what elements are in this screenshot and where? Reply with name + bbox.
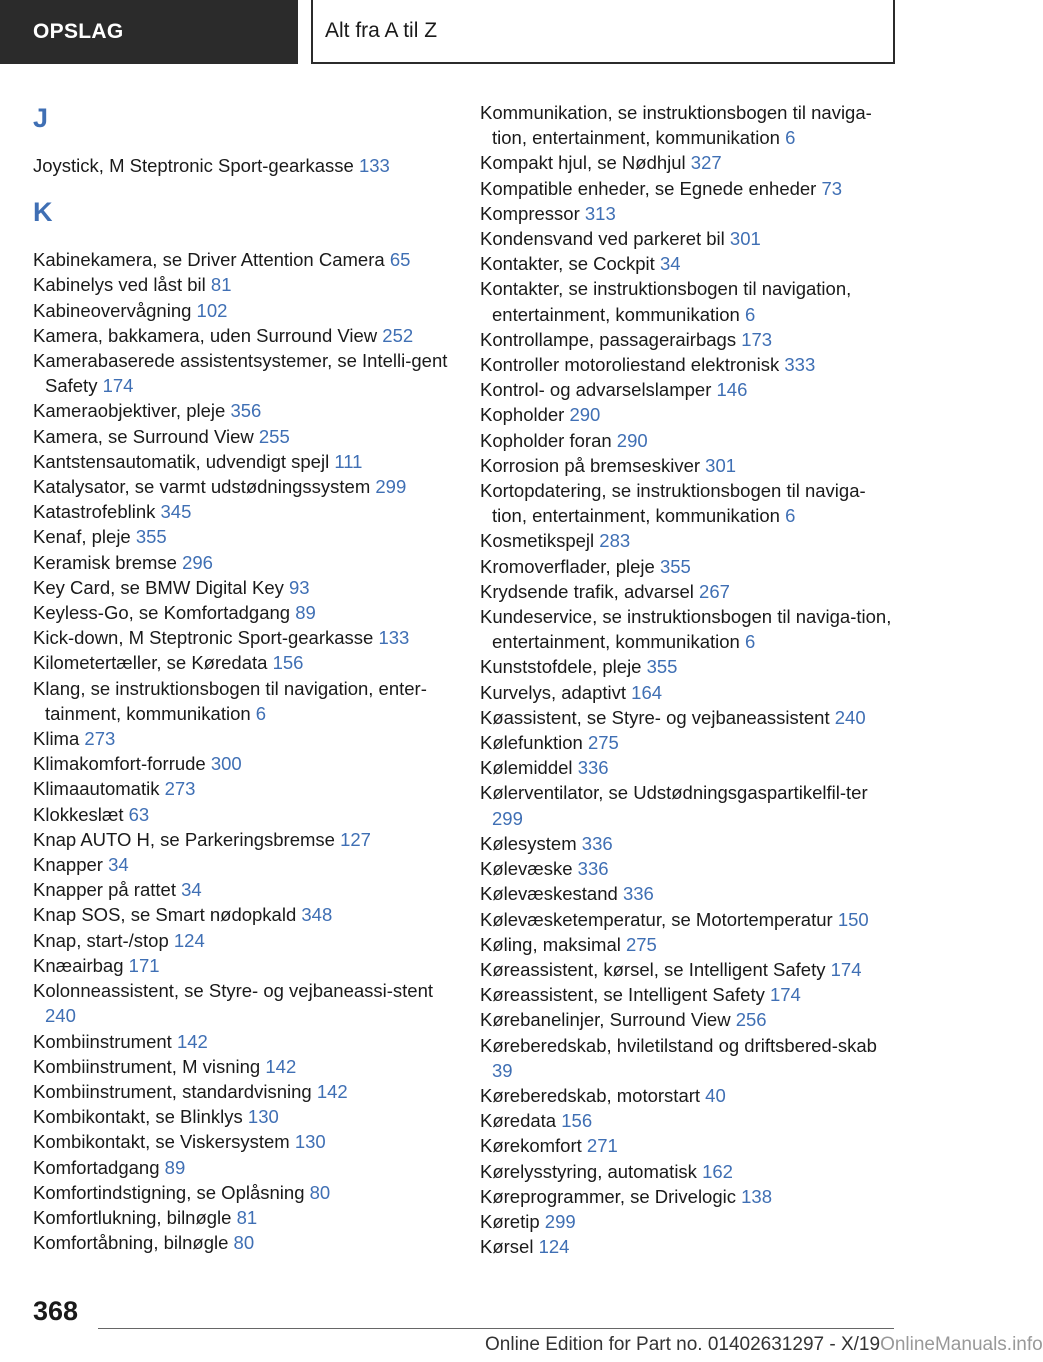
index-entry-text: Køreberedskab, motorstart [480, 1084, 701, 1106]
index-page-link[interactable]: 275 [587, 732, 619, 754]
index-page-link[interactable]: 34 [181, 879, 202, 901]
index-page-link[interactable]: 171 [128, 954, 160, 976]
index-entry [480, 1209, 900, 1234]
index-page-link[interactable]: 333 [784, 354, 816, 376]
index-entry [480, 881, 900, 906]
index-entry [33, 1180, 453, 1205]
index-entry-text: Kontrol- og advarselslamper [480, 379, 712, 401]
index-entry-text: Kunststofdele, pleje [480, 656, 642, 678]
index-entry-text: Krydsende trafik, advarsel [480, 580, 694, 602]
index-entry-text: Køling, maksimal [480, 933, 621, 955]
section-title: OPSLAG [33, 20, 124, 43]
index-entry [33, 625, 453, 650]
index-entry-text: Kundeservice, se instruktionsbogen til naviga-tion, entertainment, kommunikation [480, 606, 892, 653]
index-page-link[interactable]: 336 [577, 858, 609, 880]
index-entry-text: Kurvelys, adaptivt [480, 681, 627, 703]
index-entry [480, 1083, 900, 1108]
index-entry [480, 554, 900, 579]
index-page-link[interactable]: 142 [316, 1080, 348, 1102]
index-page-link[interactable]: 39 [492, 1059, 513, 1081]
index-page-link[interactable]: 173 [741, 328, 773, 350]
index-entry-text: Key Card, se BMW Digital Key [33, 576, 284, 598]
index-entry [480, 755, 900, 780]
index-entry [480, 907, 900, 932]
index-entry-text: Keramisk bremse [33, 551, 177, 573]
index-page-link[interactable]: 356 [230, 400, 262, 422]
index-entry [33, 600, 453, 625]
index-page-link[interactable]: 63 [128, 803, 150, 825]
index-entry [33, 575, 453, 600]
index-entry-text: Klang, se instruktionsbogen til navigation, enter-tainment, kommunikation [33, 677, 427, 724]
index-page-link[interactable]: 65 [389, 249, 411, 271]
index-entry-text: Klimakomfort-forrude [33, 753, 206, 775]
index-entry-text: Joystick, M Steptronic Sport-gearkasse [33, 155, 354, 176]
index-page-link[interactable]: 273 [164, 778, 196, 800]
index-page-link[interactable]: 138 [741, 1185, 773, 1207]
index-entry-text: Kombiinstrument [33, 1030, 172, 1052]
index-entry-text: Komfortadgang [33, 1156, 160, 1178]
index-entry [33, 751, 453, 776]
index-entry-text: Kommunikation, se instruktionsbogen til naviga-tion, entertainment, kommunikation [480, 102, 872, 149]
index-entry-text: Kontakter, se instruktionsbogen til navigation, entertainment, kommunikation [480, 278, 852, 325]
index-entry-text: Kølevæsketemperatur, se Motortemperatur [480, 908, 833, 930]
index-entry-text: Kølevæskestand [480, 883, 618, 905]
index-page-link[interactable]: 6 [744, 303, 756, 325]
index-page-link[interactable]: 89 [295, 602, 316, 624]
index-entry [33, 272, 453, 297]
index-entry-text: Kortopdatering, se instruktionsbogen til naviga-tion, entertainment, kommunikation [480, 480, 866, 527]
index-entry [33, 726, 453, 751]
index-page-link[interactable]: 34 [659, 253, 681, 275]
index-entry [480, 780, 900, 830]
index-entry-text: Kombiinstrument, M visning [33, 1055, 261, 1077]
index-entry-text: Klima [33, 728, 80, 750]
index-entry [33, 877, 453, 902]
index-entry-text: Kontakter, se Cockpit [480, 253, 655, 275]
index-entry-text: Kompakt hjul, se Nødhjul [480, 152, 686, 174]
footer-url[interactable]: OnlineManuals.info [880, 1334, 1043, 1355]
index-entry-text: Køassistent, se Styre- og vejbaneassistent [480, 706, 830, 728]
index-page-link[interactable]: 130 [247, 1106, 279, 1128]
index-entry [480, 730, 900, 755]
index-page-link[interactable]: 355 [646, 656, 678, 678]
index-page-link[interactable]: 355 [659, 555, 691, 577]
index-page-link[interactable]: 283 [599, 530, 631, 552]
index-entry-text: Kromoverflader, pleje [480, 555, 655, 577]
index-entry [33, 348, 453, 398]
index-entry-text: Katastrofeblink [33, 501, 156, 523]
index-entry-text: Kopholder foran [480, 429, 612, 451]
index-page-link[interactable]: 255 [258, 425, 290, 447]
index-entry [480, 604, 900, 654]
index-page-link[interactable]: 336 [622, 883, 654, 905]
index-entry [480, 402, 900, 427]
index-page-link[interactable]: 299 [544, 1210, 576, 1232]
index-entry-text: Keyless-Go, se Komfortadgang [33, 602, 291, 624]
index-letter-j: J [33, 103, 49, 133]
index-entry-text: Kølemiddel [480, 757, 573, 779]
chapter-title: Alt fra A til Z [325, 19, 438, 42]
index-entry [33, 852, 453, 877]
index-column-left [33, 100, 453, 1255]
index-entry [33, 802, 453, 827]
index-page-link[interactable]: 142 [265, 1055, 297, 1077]
index-entry [480, 377, 900, 402]
index-entry [480, 327, 900, 352]
index-entry [480, 352, 900, 377]
index-entry [33, 827, 453, 852]
index-entry-text: Kabineovervågning [33, 299, 192, 321]
index-entry [33, 499, 453, 524]
index-entry-text: Kosmetikspejl [480, 530, 595, 552]
index-entry-text: Kamera, bakkamera, uden Surround View [33, 324, 378, 346]
footer-edition [485, 1334, 1043, 1356]
index-page-link[interactable]: 34 [108, 854, 129, 876]
index-entry-text: Knapper på rattet [33, 879, 176, 901]
index-page-link[interactable]: 348 [301, 904, 333, 926]
index-entry [480, 201, 900, 226]
index-page-link[interactable]: 6 [744, 631, 756, 653]
index-page-link[interactable]: 80 [309, 1181, 331, 1203]
index-entry [33, 902, 453, 927]
index-entry [33, 1029, 453, 1054]
index-entry [480, 251, 900, 276]
index-entry [33, 398, 453, 423]
index-page-link[interactable]: 81 [236, 1206, 258, 1228]
index-entry-text: Klimaautomatik [33, 778, 160, 800]
index-entry [480, 982, 900, 1007]
index-page-link[interactable]: 133 [358, 155, 390, 176]
index-entry-text: Klokkeslæt [33, 803, 124, 825]
index-page-link[interactable]: 336 [577, 757, 609, 779]
index-page-link[interactable]: 6 [255, 702, 267, 724]
index-entry-text: Knap AUTO H, se Parkeringsbremse [33, 828, 335, 850]
index-entry [33, 1155, 453, 1180]
index-entry [33, 1104, 453, 1129]
index-page-link[interactable]: 300 [210, 753, 242, 775]
index-entry-text: Kørebanelinjer, Surround View [480, 1009, 731, 1031]
index-entry-text: Kontroller motoroliestand elektronisk [480, 354, 780, 376]
index-page-link[interactable]: 102 [196, 299, 228, 321]
index-entry [480, 1184, 900, 1209]
index-entry-text: Køreprogrammer, se Drivelogic [480, 1185, 736, 1207]
index-page-link[interactable]: 273 [84, 728, 116, 750]
index-entry-text: Kørsel [480, 1236, 534, 1258]
index-entry [480, 428, 900, 453]
index-page-link[interactable]: 164 [631, 681, 663, 703]
index-list-k [33, 247, 453, 1255]
index-entry-text: Kombiinstrument, standardvisning [33, 1080, 312, 1102]
index-page-link[interactable]: 146 [716, 379, 748, 401]
index-page-link[interactable]: 150 [837, 908, 869, 930]
index-entry [33, 978, 453, 1028]
index-entry-text: Kølefunktion [480, 732, 583, 754]
index-page-link[interactable]: 130 [294, 1131, 326, 1153]
index-page-link[interactable]: 355 [135, 526, 167, 548]
index-page-link[interactable]: 290 [616, 429, 648, 451]
index-entry-text: Kantstensautomatik, udvendigt spejl [33, 450, 330, 472]
index-entry [480, 100, 900, 150]
index-entry [480, 856, 900, 881]
index-page-link[interactable]: 336 [581, 832, 613, 854]
index-page-link[interactable]: 299 [375, 476, 407, 498]
index-page-link[interactable]: 299 [492, 807, 523, 829]
index-page-link[interactable]: 80 [233, 1232, 255, 1254]
index-entry-text: Komfortindstigning, se Oplåsning [33, 1181, 305, 1203]
index-entry [33, 524, 453, 549]
index-page-link[interactable]: 174 [769, 984, 801, 1006]
index-entry [480, 528, 900, 553]
index-entry [480, 957, 900, 982]
index-entry-text: Kombikontakt, se Viskersystem [33, 1131, 290, 1153]
index-entry [33, 1079, 453, 1104]
index-entry-text: Komfortåbning, bilnøgle [33, 1232, 229, 1254]
index-page-link[interactable]: 256 [735, 1009, 767, 1031]
index-entry [33, 928, 453, 953]
index-entry-text: Kølerventilator, se Udstødningsgaspartikelfil-ter [480, 782, 868, 804]
index-page-link[interactable]: 240 [45, 1005, 76, 1027]
index-entry [33, 650, 453, 675]
index-column-right [480, 100, 900, 1259]
index-entry [33, 676, 453, 726]
index-page-link[interactable]: 124 [173, 929, 205, 951]
index-entry [33, 1054, 453, 1079]
index-entry [480, 226, 900, 251]
index-page-link[interactable]: 40 [705, 1084, 726, 1106]
index-entry [33, 424, 453, 449]
index-letter-k: K [33, 197, 53, 228]
index-page-link[interactable]: 327 [690, 152, 722, 174]
index-entry [33, 247, 453, 272]
index-entry [33, 449, 453, 474]
index-entry-text: Køreassistent, kørsel, se Intelligent Safety [480, 958, 826, 980]
index-page-link[interactable]: 133 [378, 627, 410, 649]
index-entry [480, 1007, 900, 1032]
index-entry [480, 932, 900, 957]
index-page-link[interactable]: 267 [699, 580, 730, 602]
index-page-link[interactable]: 271 [586, 1135, 618, 1157]
index-page-link[interactable]: 252 [382, 324, 414, 346]
index-entry-text: Kopholder [480, 404, 565, 426]
index-entry [480, 831, 900, 856]
index-page-link[interactable]: 240 [834, 706, 866, 728]
index-entry [33, 953, 453, 978]
index-entry-text: Kamerabaserede assistentsystemer, se Intelli-gent Safety [33, 350, 448, 397]
index-page-link[interactable]: 6 [785, 127, 796, 149]
index-page-link[interactable]: 142 [176, 1030, 208, 1052]
index-entry [33, 550, 453, 575]
index-page-link[interactable]: 127 [340, 828, 371, 850]
index-entry [480, 453, 900, 478]
index-page-link[interactable]: 89 [164, 1156, 186, 1178]
index-entry [480, 1133, 900, 1158]
index-entry-text: Knap SOS, se Smart nødopkald [33, 904, 297, 926]
index-entry [480, 680, 900, 705]
index-page-link[interactable]: 81 [210, 274, 232, 296]
index-page-link[interactable]: 174 [830, 958, 862, 980]
index-page-link[interactable]: 73 [821, 177, 843, 199]
index-list-j [33, 153, 453, 178]
index-entry [480, 1159, 900, 1184]
index-entry-text: Knap, start-/stop [33, 929, 169, 951]
index-entry-text: Kørekomfort [480, 1135, 582, 1157]
index-page-link[interactable]: 174 [102, 375, 134, 397]
index-entry-text: Kick-down, M Steptronic Sport-gearkasse [33, 627, 374, 649]
index-entry-text: Kombikontakt, se Blinklys [33, 1106, 243, 1128]
index-entry-text: Kontrollampe, passagerairbags [480, 328, 737, 350]
index-entry-text: Kameraobjektiver, pleje [33, 400, 226, 422]
index-entry [480, 654, 900, 679]
index-page-link[interactable]: 301 [729, 228, 761, 250]
index-entry-text: Komfortlukning, bilnøgle [33, 1206, 232, 1228]
index-entry [480, 705, 900, 730]
index-entry-text: Kilometertæller, se Køredata [33, 652, 268, 674]
index-entry-text: Køretip [480, 1210, 540, 1232]
index-page-link[interactable]: 162 [702, 1160, 733, 1182]
index-page-link[interactable]: 275 [625, 933, 657, 955]
section-tab [0, 0, 298, 64]
page-number: 368 [33, 1296, 79, 1326]
index-entry-text: Kølesystem [480, 832, 577, 854]
index-entry [480, 579, 900, 604]
index-entry-text: Køredata [480, 1110, 557, 1132]
index-entry [480, 276, 900, 326]
index-entry [480, 478, 900, 528]
index-entry [33, 1205, 453, 1230]
edition-text: Online Edition for Part no. 01402631297 - X/19 [485, 1334, 881, 1355]
index-list-right [480, 100, 900, 1259]
index-entry [480, 150, 900, 175]
index-page-link[interactable]: 301 [705, 454, 737, 476]
index-page-link[interactable]: 296 [182, 551, 213, 573]
index-entry [33, 776, 453, 801]
index-entry-text: Køreberedskab, hviletilstand og driftsbered-skab [480, 1034, 877, 1056]
index-entry-text: Kompatible enheder, se Egnede enheder [480, 177, 817, 199]
index-entry-text: Kolonneassistent, se Styre- og vejbaneassi-stent [33, 980, 434, 1002]
index-page-link[interactable]: 156 [561, 1110, 593, 1132]
index-entry-text: Knæairbag [33, 954, 124, 976]
index-entry [480, 1108, 900, 1133]
index-entry [480, 1033, 900, 1083]
index-entry-text: Kenaf, pleje [33, 526, 131, 548]
chapter-header [311, 0, 895, 64]
index-page-link[interactable]: 313 [584, 202, 616, 224]
index-entry [33, 153, 453, 178]
index-page-link[interactable]: 345 [160, 501, 192, 523]
index-page-link[interactable]: 6 [785, 505, 796, 527]
index-entry-text: Korrosion på bremseskiver [480, 454, 701, 476]
index-page-link[interactable]: 290 [569, 404, 601, 426]
index-entry-text: Køreassistent, se Intelligent Safety [480, 984, 765, 1006]
index-entry [33, 323, 453, 348]
index-entry-text: Kondensvand ved parkeret bil [480, 228, 725, 250]
index-entry-text: Kamera, se Surround View [33, 425, 254, 447]
index-entry [33, 298, 453, 323]
index-entry [480, 1234, 900, 1259]
index-entry-text: Kølevæske [480, 858, 573, 880]
index-entry [33, 1230, 453, 1255]
index-entry-text: Kabinelys ved låst bil [33, 274, 206, 296]
index-entry [33, 1129, 453, 1154]
index-entry [33, 474, 453, 499]
index-entry [480, 176, 900, 201]
index-entry-text: Kabinekamera, se Driver Attention Camera [33, 249, 385, 271]
index-entry-text: Knapper [33, 854, 103, 876]
footer-divider [98, 1328, 894, 1329]
index-page-link[interactable]: 156 [272, 652, 304, 674]
index-entry-text: Katalysator, se varmt udstødningssystem [33, 476, 371, 498]
index-entry-text: Kompressor [480, 202, 580, 224]
index-entry-text: Kørelysstyring, automatisk [480, 1160, 697, 1182]
index-page-link[interactable]: 124 [538, 1236, 570, 1258]
index-page-link[interactable]: 93 [289, 576, 310, 598]
index-page-link[interactable]: 111 [334, 450, 363, 472]
